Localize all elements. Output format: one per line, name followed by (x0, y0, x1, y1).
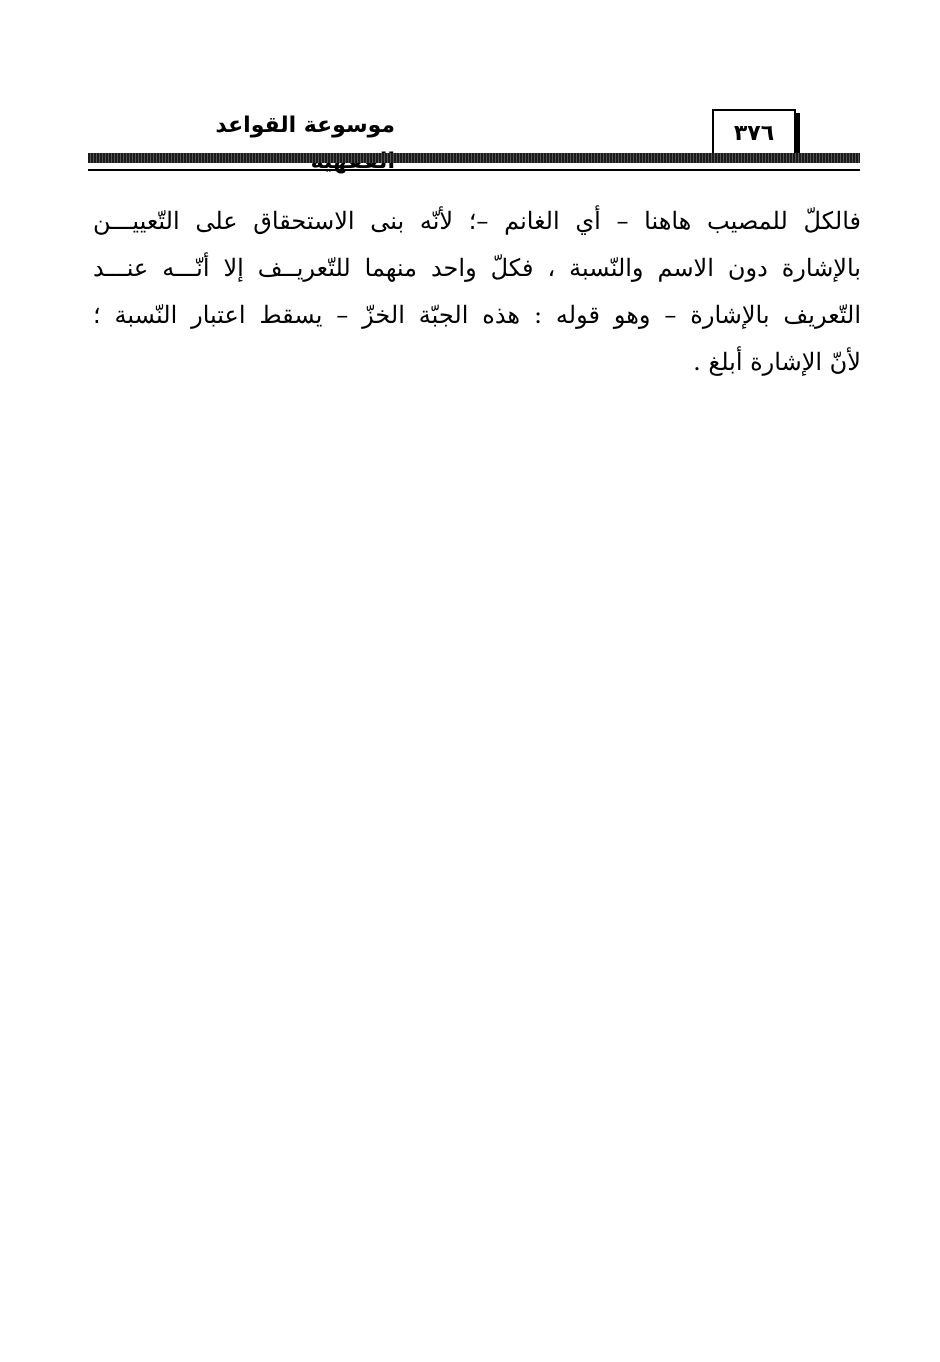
body-line-2: بالإشارة دون الاسم والنّسبة ، فكلّ واحد منهما للتّعريــف إلا أنّـــه عنـــد (93, 254, 861, 282)
header-rule-thick (88, 153, 860, 163)
body-paragraph (93, 198, 861, 386)
body-line-3: التّعريف بالإشارة – وهو قوله : هذه الجبّة الخزّ – يسقط اعتبار النّسبة ؛ (93, 301, 861, 329)
running-header-title: موسوعة القواعد (215, 113, 395, 138)
page-number: ٣٧٦ (712, 109, 796, 159)
body-line-4: لأنّ الإشارة أبلغ . (693, 348, 861, 376)
body-line-1: فالكلّ للمصيب هاهنا – أي الغانم –؛ لأنّه بنى الاستحقاق على التّعييـــن (93, 207, 861, 235)
header-rule-thin (88, 169, 860, 171)
